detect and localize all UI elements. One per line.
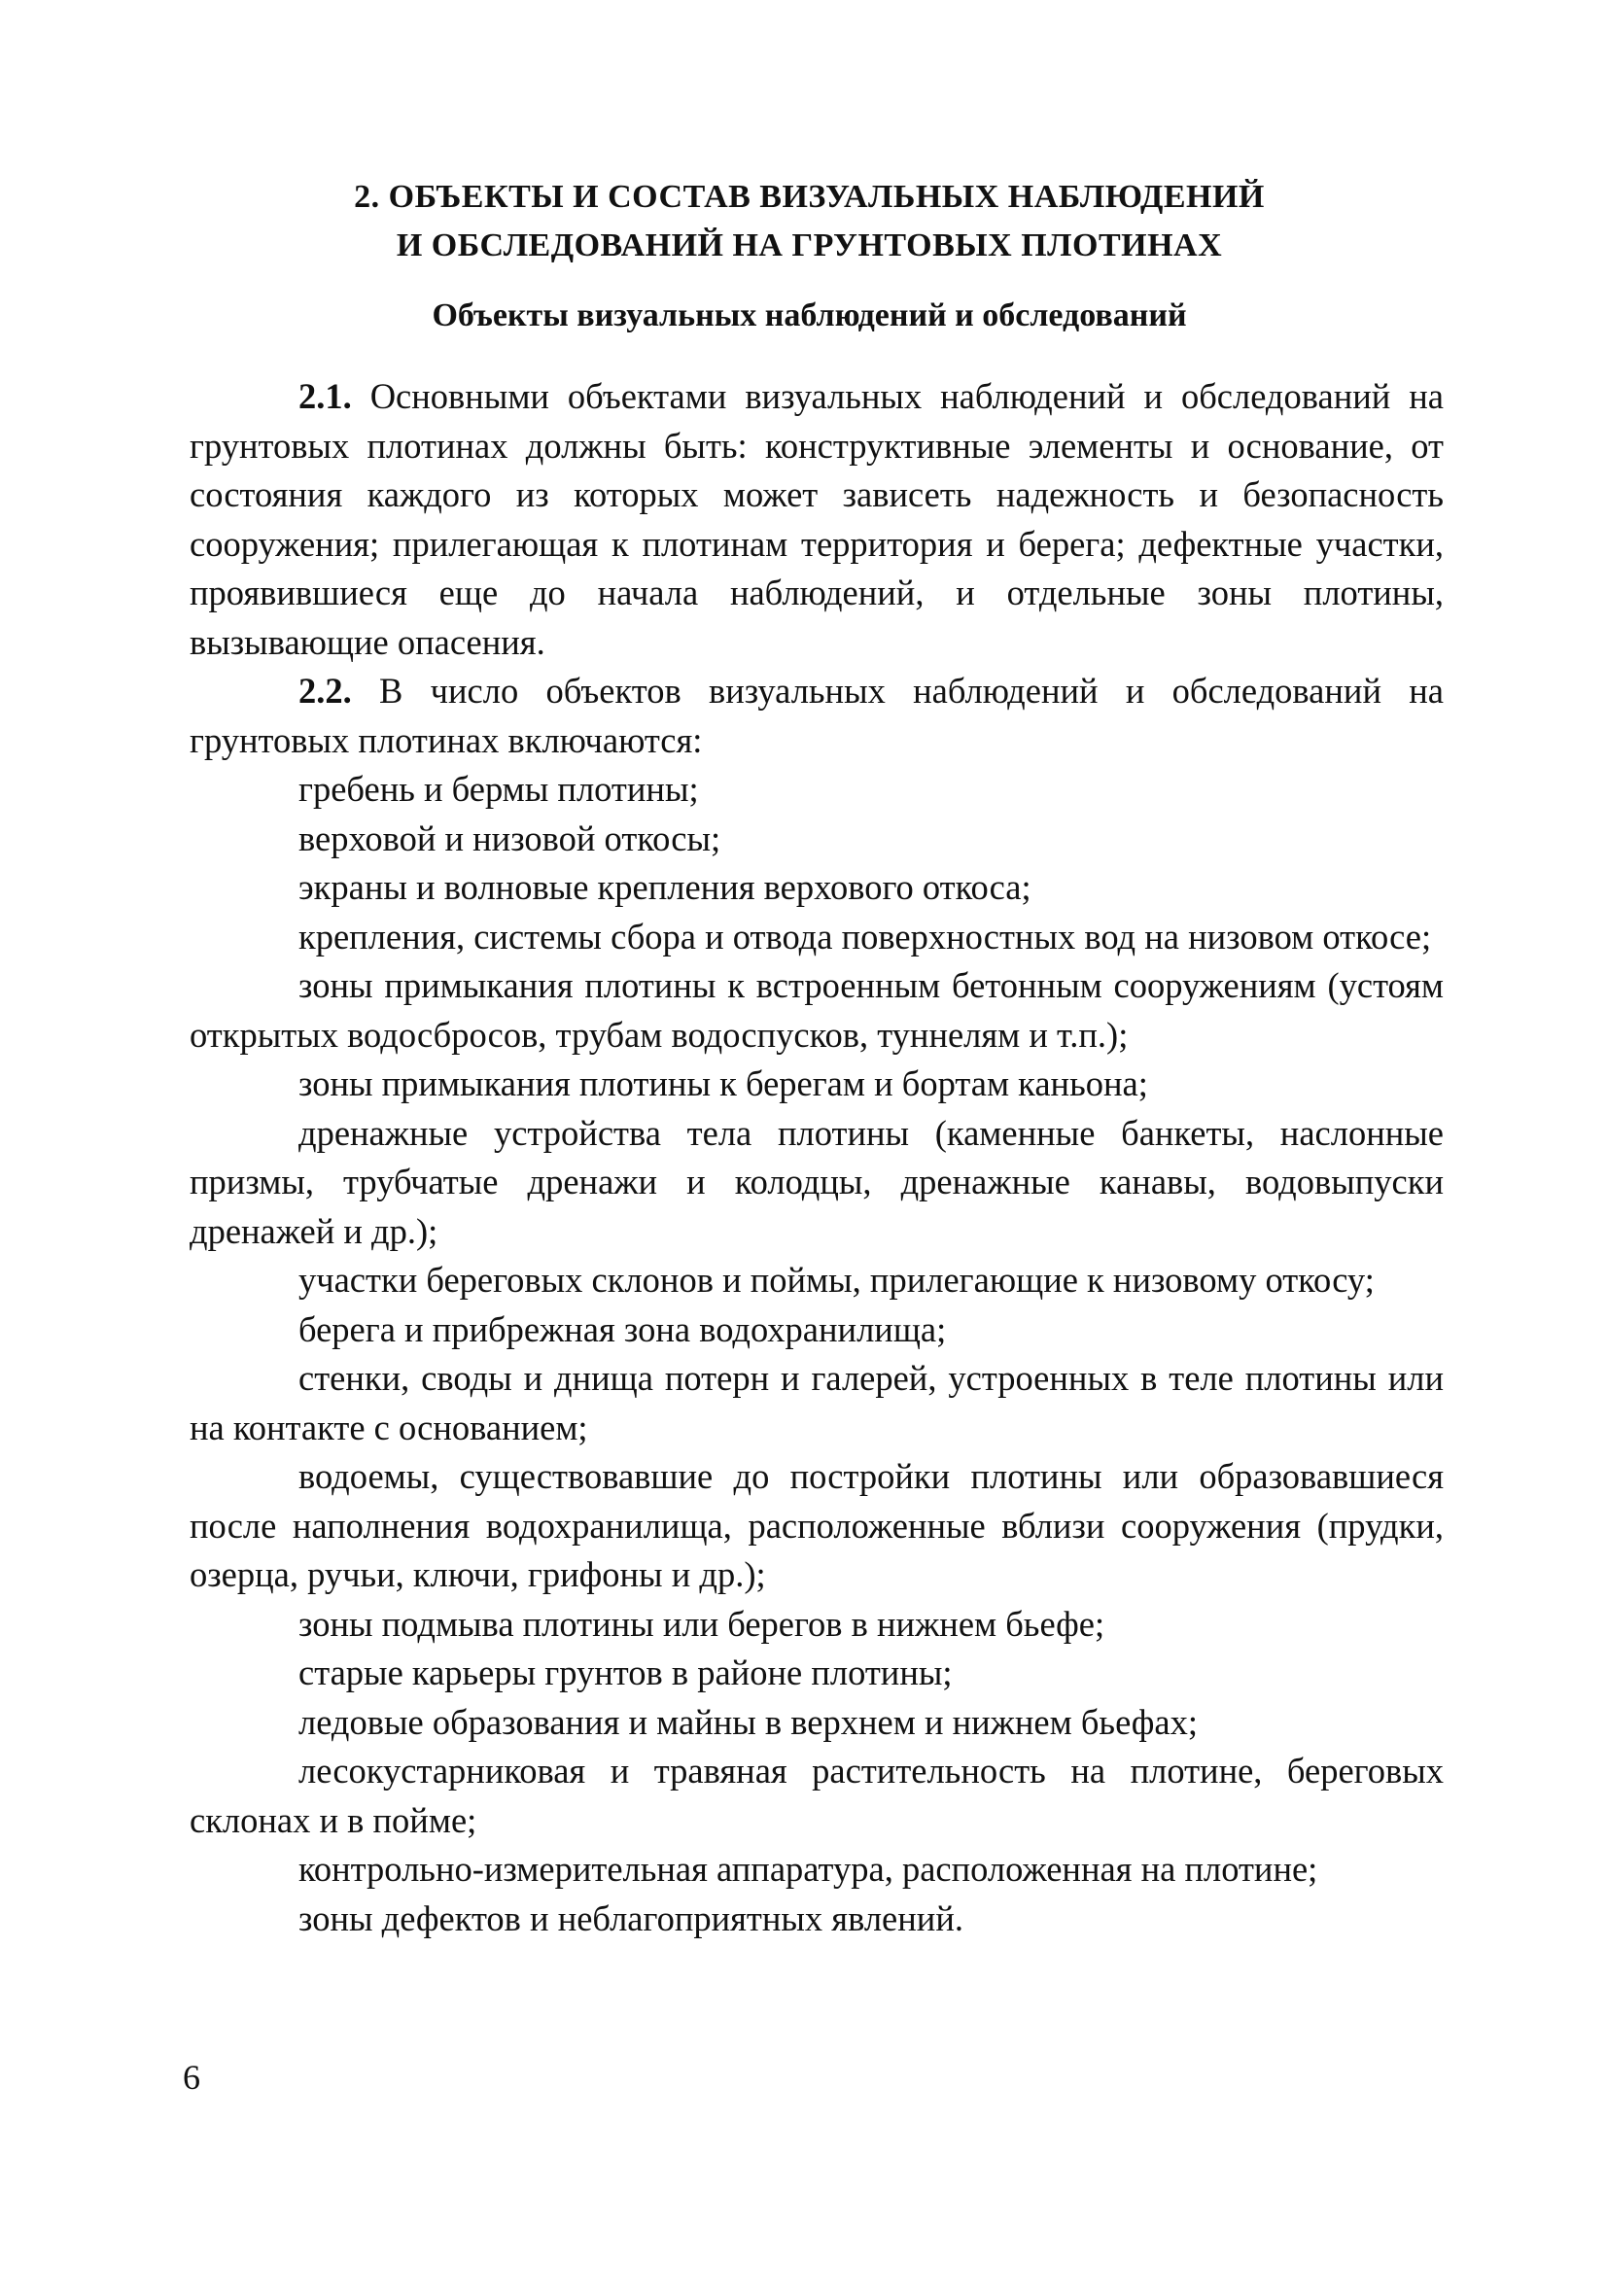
- list-item: экраны и волновые крепления верхового откоса;: [298, 867, 1031, 907]
- chapter-title-line-1: 2. ОБЪЕКТЫ И СОСТАВ ВИЗУАЛЬНЫХ НАБЛЮДЕНИЙ: [354, 179, 1265, 215]
- paragraph-text: В число объектов визуальных наблюдений и обследований на грунтовых плотинах включаются:: [190, 671, 1444, 760]
- paragraph-text: Основными объектами визуальных наблюдений и обследований на грунтовых плотинах должны быть: конструктивные элементы и основание, от состояния каждого из которых может зависеть надежность и безопасность сооружения; прилегающая к плотинам территория и берега; дефектные участки, проявившиеся еще до начала наблюдений, и отдельные зоны плотины, вызывающие опасения.: [190, 376, 1444, 662]
- page-number: 6: [183, 2058, 200, 2097]
- list-item: контрольно-измерительная аппаратура, расположенная на плотине;: [298, 1849, 1318, 1889]
- list-item: зоны примыкания плотины к берегам и бортам каньона;: [298, 1063, 1148, 1103]
- list-item: старые карьеры грунтов в районе плотины;: [298, 1652, 953, 1692]
- list-item: крепления, системы сбора и отвода поверхностных вод на низовом откосе;: [298, 916, 1432, 957]
- body-text: [190, 372, 1444, 1943]
- list-item: гребень и бермы плотины;: [298, 769, 699, 809]
- paragraph-number: 2.2.: [298, 671, 352, 711]
- list-item: водоемы, существовавшие до постройки плотины или образовавшиеся после наполнения водохранилища, расположенные вблизи сооружения (прудки, озерца, ручьи, ключи, грифоны и др.);: [190, 1456, 1444, 1594]
- list-item: берега и прибрежная зона водохранилища;: [298, 1308, 947, 1349]
- section-heading: Объекты визуальных наблюдений и обследований: [432, 297, 1187, 333]
- paragraph-2-2: [190, 667, 1444, 765]
- list-item: стенки, своды и днища потерн и галерей, устроенных в теле плотины или на контакте с основанием;: [190, 1358, 1444, 1447]
- list-item: зоны примыкания плотины к встроенным бетонным сооружениям (устоям открытых водосбросов, трубам водоспусков, туннелям и т.п.);: [190, 965, 1444, 1055]
- list-item: лесокустарниковая и травяная растительность на плотине, береговых склонах и в пойме;: [190, 1751, 1444, 1840]
- list-item: зоны дефектов и неблагоприятных явлений.: [298, 1897, 963, 1938]
- list-item: дренажные устройства тела плотины (каменные банкеты, наслонные призмы, трубчатые дренажи и колодцы, дренажные канавы, водовыпуски дренажей и др.);: [190, 1112, 1444, 1251]
- list-item: зоны подмыва плотины или берегов в нижнем бьефе;: [298, 1603, 1105, 1644]
- chapter-title-line-2: И ОБСЛЕДОВАНИЙ НА ГРУНТОВЫХ ПЛОТИНАХ: [396, 227, 1223, 263]
- paragraph-2-1: [190, 372, 1444, 667]
- list-item: участки береговых склонов и поймы, прилегающие к низовому откосу;: [298, 1260, 1375, 1300]
- list-item: верховой и низовой откосы;: [298, 818, 721, 858]
- chapter-title: [190, 173, 1429, 270]
- paragraph-number: 2.1.: [298, 376, 352, 416]
- list-item: ледовые образования и майны в верхнем и нижнем бьефах;: [298, 1701, 1198, 1742]
